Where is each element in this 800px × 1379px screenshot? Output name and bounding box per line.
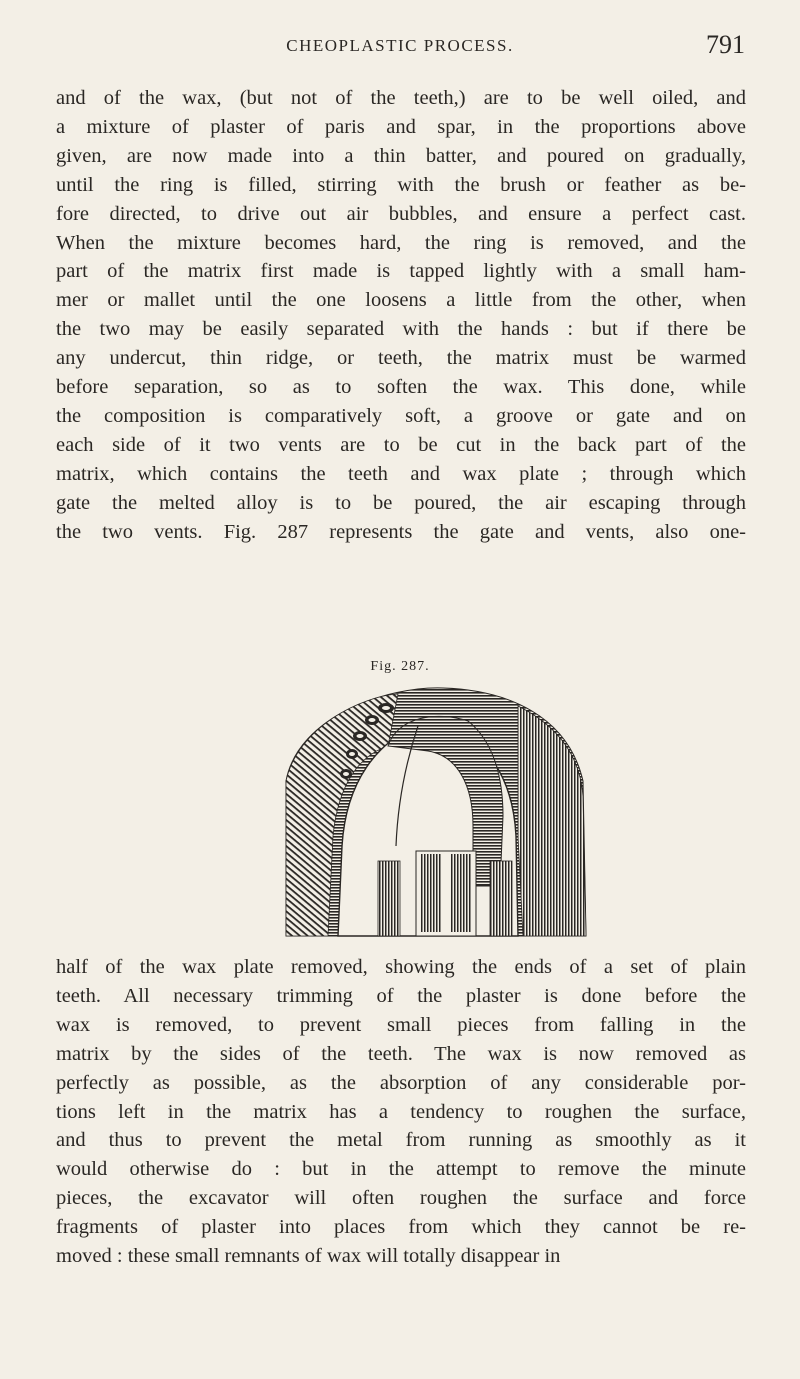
text-line: gate the melted alloy is to be poured, the air escaping through [56,491,746,514]
text-line: before separation, so as to soften the wax. This done, while [56,376,746,399]
text-line: each side of it two vents are to be cut in the back part of the [56,433,746,456]
text-line: half of the wax plate removed, showing the ends of a set of plain [56,956,746,978]
text-line: and thus to prevent the metal from running as smoothly as it [56,1129,746,1152]
matrix-engraving [268,686,598,946]
text-line: and of the wax, (but not of the teeth,) are to be well oiled, and [56,87,746,109]
text-line: fragments of plaster into places from which they cannot be re- [56,1216,746,1239]
text-line: matrix, which contains the teeth and wax plate ; through which [56,462,746,485]
text-line: perfectly as possible, as the absorption of any considerable por- [56,1071,746,1094]
running-head: CHEOPLASTIC PROCESS. [286,36,514,55]
text-line: moved : these small remnants of wax will totally disappear in [56,1245,561,1268]
page-header [55,30,745,60]
text-line: pieces, the excavator will often roughen the surface and force [56,1187,746,1210]
paragraph-after-figure [56,953,746,1271]
text-line: teeth. All necessary trimming of the plaster is done before the [56,984,746,1007]
text-line: fore directed, to drive out air bubbles, and ensure a perfect cast. [56,202,746,225]
figure-caption: Fig. 287. [370,659,430,674]
page-number: 791 [706,30,745,59]
figure-matrix-illustration [268,686,598,946]
text-line: any undercut, thin ridge, or teeth, the matrix must be warmed [56,347,746,370]
text-line: would otherwise do : but in the attempt to remove the minute [56,1158,746,1181]
text-line: the composition is comparatively soft, a groove or gate and on [56,404,746,427]
text-line: When the mixture becomes hard, the ring is removed, and the [56,231,746,254]
text-line: a mixture of plaster of paris and spar, in the proportions above [56,115,746,138]
text-line: matrix by the sides of the teeth. The wax is now removed as [56,1042,746,1065]
text-line: until the ring is filled, stirring with the brush or feather as be- [56,173,746,196]
text-line: tions left in the matrix has a tendency to roughen the surface, [56,1100,746,1123]
paragraph-before-figure [56,84,746,547]
text-line: the two may be easily separated with the hands : but if there be [56,318,746,341]
text-line: mer or mallet until the one loosens a little from the other, when [56,289,746,312]
text-line: part of the matrix first made is tapped lightly with a small ham- [56,260,746,283]
text-line: wax is removed, to prevent small pieces from falling in the [56,1013,746,1036]
text-line: given, are now made into a thin batter, and poured on gradually, [56,144,746,167]
text-line: the two vents. Fig. 287 represents the gate and vents, also one- [56,520,746,543]
